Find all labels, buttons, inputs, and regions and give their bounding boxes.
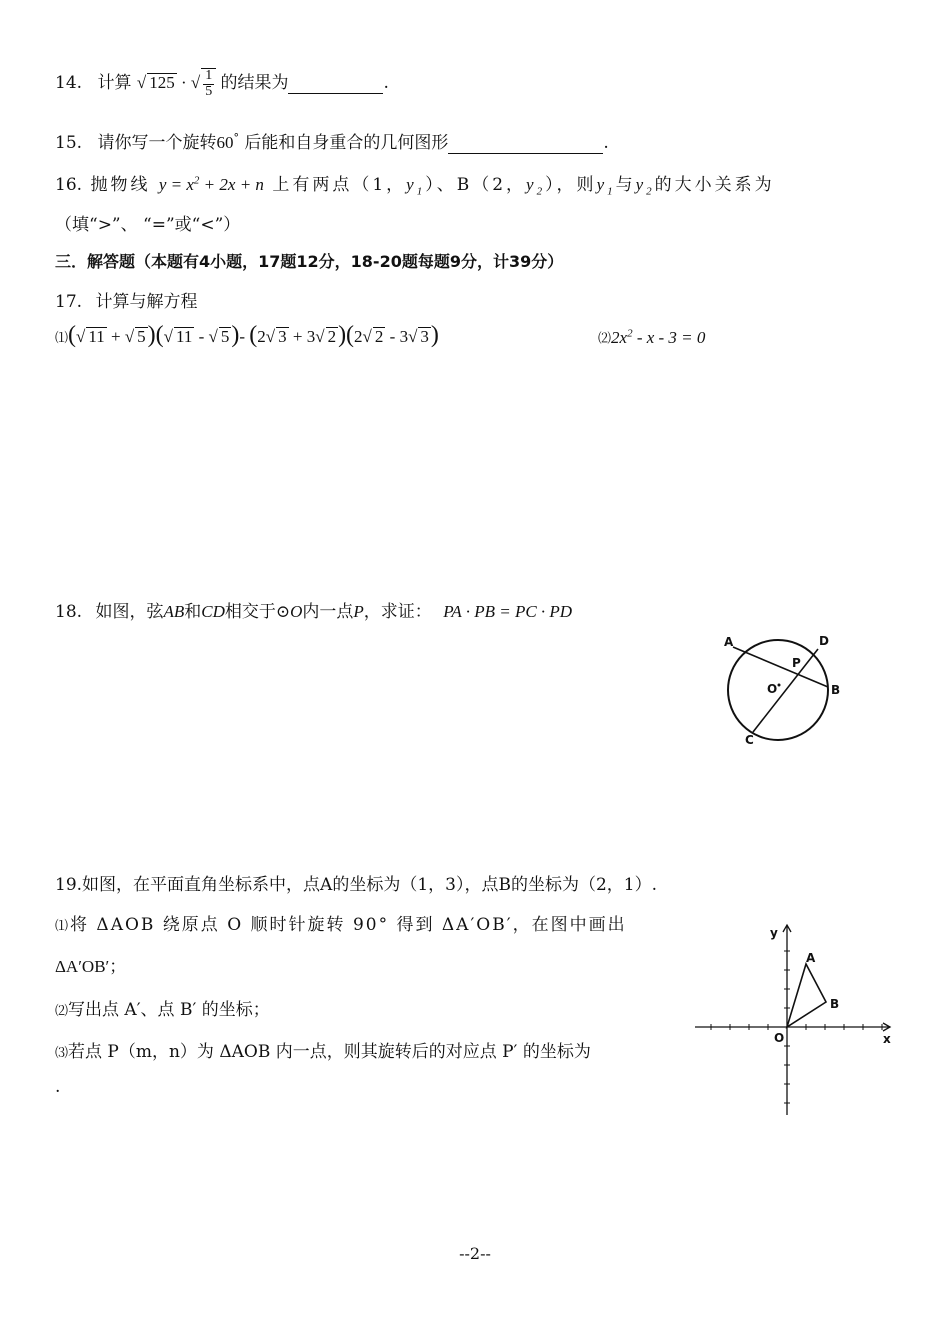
question-16-line2: （填“>”、 “=”或“<”） <box>55 215 241 235</box>
q18-o: O <box>290 602 303 621</box>
q17-p2-label: ⑵ <box>598 331 612 347</box>
q16-number: 16. <box>55 175 83 195</box>
q14-frac-den: 5 <box>205 83 213 99</box>
q16-text-d: ），则 <box>545 175 597 195</box>
circle-figure <box>715 625 855 755</box>
q14-dot: · <box>180 73 187 93</box>
q17-part1 <box>55 322 439 349</box>
question-18 <box>55 597 572 622</box>
q16-text-f: 的大小关系为 <box>654 175 775 195</box>
q18-proof-statement: PA · PB = PC · PD <box>443 602 573 621</box>
q16-text-e: 与 <box>615 175 636 195</box>
q16-y1b: $y_1$ <box>596 175 616 198</box>
q15-angle: 60 <box>216 133 234 152</box>
q15-end: . <box>603 133 609 153</box>
q14-expression: √ 125 · √ $\frac{1}{5}$ <box>137 73 221 92</box>
q16-text-a: 抛物线 <box>90 175 151 195</box>
q19-p3-end: . <box>55 1077 61 1097</box>
q16-text-b: 上有两点（1， <box>272 175 407 195</box>
label-a: A <box>724 635 734 649</box>
q19-p1-text2: ΔA′OB′； <box>55 957 127 976</box>
q16-equation: $y = x^2 + 2x + n$ <box>158 174 264 194</box>
q18-text-a: 如图，弦 <box>95 602 164 622</box>
section-3-title: 三．解答题（本题有4小题，17题12分，18-20题每题9分，计39分） <box>55 252 564 271</box>
q15-text-b: 后能和自身重合的几何图形 <box>244 133 449 153</box>
q14-number: 14. <box>55 73 83 94</box>
question-16 <box>55 170 775 197</box>
q17-part2 <box>598 327 705 348</box>
q14-fraction <box>203 69 214 99</box>
q14-radicand: 125 <box>149 73 175 93</box>
label-point-a: A <box>806 951 816 965</box>
q14-answer-blank[interactable] <box>288 73 383 94</box>
q17-title: 计算与解方程 <box>95 292 198 312</box>
q18-number: 18. <box>55 602 83 622</box>
label-o: O <box>767 682 778 696</box>
q18-text-e: ，求证： <box>363 602 432 622</box>
q19-p1-label: ⑴ <box>55 919 71 934</box>
q18-cd: CD <box>201 602 225 621</box>
question-14 <box>55 68 389 99</box>
label-d: D <box>819 634 829 648</box>
q15-text-a: 请你写一个旋转 <box>97 133 217 153</box>
label-b: B <box>831 683 841 697</box>
q19-part2 <box>55 995 270 1020</box>
q18-text-c: 相交于⊙ <box>224 602 291 622</box>
question-19-line1 <box>55 870 657 895</box>
coordinate-figure <box>690 920 900 1120</box>
q18-ab: AB <box>163 602 185 621</box>
q18-text-d: 内一点 <box>302 602 354 622</box>
q19-part1 <box>55 910 627 935</box>
label-p: P <box>792 656 801 670</box>
chord-cd <box>753 649 818 732</box>
q16-y2b: $y_2$ <box>635 175 655 198</box>
chord-ab <box>733 647 828 687</box>
q17-number: 17. <box>55 292 83 312</box>
center-point <box>778 684 781 687</box>
question-15 <box>55 128 609 154</box>
q14-end: . <box>383 73 389 94</box>
q19-part3 <box>55 1037 591 1062</box>
label-y: y <box>770 926 778 940</box>
label-c: C <box>745 733 754 747</box>
question-17 <box>55 287 197 312</box>
q16-y2: $y_2$ <box>526 175 546 198</box>
q18-text-b: 和 <box>184 602 202 622</box>
label-origin: O <box>774 1031 785 1045</box>
q19-number: 19. <box>55 875 83 895</box>
q17-p1-expression: (√ 11 + √ 5)(√ 11 - √ 5)- (2√ 3 + 3√ 2)(2√ 2 - 3√ 3) <box>68 322 439 348</box>
q15-number: 15. <box>55 133 83 153</box>
q18-p: P <box>353 602 364 621</box>
q14-prefix: 计算 <box>97 73 132 94</box>
q19-p2-text: 写出点 A′、点 B′ 的坐标； <box>68 1000 270 1020</box>
triangle-aob <box>787 964 826 1027</box>
q19-p2-label: ⑵ <box>55 1004 69 1019</box>
q19-p1-text: 将 ΔAOB 绕原点 O 顺时针旋转 90° 得到 ΔA′OB′，在图中画出 <box>70 915 627 935</box>
q16-y1: $y_1$ <box>406 175 426 198</box>
q15-answer-blank[interactable] <box>448 133 603 154</box>
q19-p3-text: 若点 P（m，n）为 ΔAOB 内一点，则其旋转后的对应点 P′ 的坐标为 <box>68 1042 591 1062</box>
q17-p1-label: ⑴ <box>55 331 69 346</box>
page-number: --2-- <box>459 1244 491 1263</box>
q14-suffix: 的结果为 <box>220 73 289 94</box>
q14-frac-num: 1 <box>205 68 213 83</box>
q17-p2-equation: $2x^2 - x - 3 = 0$ <box>611 327 706 347</box>
label-x: x <box>883 1032 891 1046</box>
label-point-b: B <box>830 997 840 1011</box>
q16-text-c: ）、B（2， <box>425 175 527 195</box>
q19-intro: 如图，在平面直角坐标系中，点A的坐标为（1，3），点B的坐标为（2，1）. <box>82 875 657 895</box>
q19-p3-label: ⑶ <box>55 1046 69 1061</box>
q15-degree: ° <box>233 131 239 145</box>
